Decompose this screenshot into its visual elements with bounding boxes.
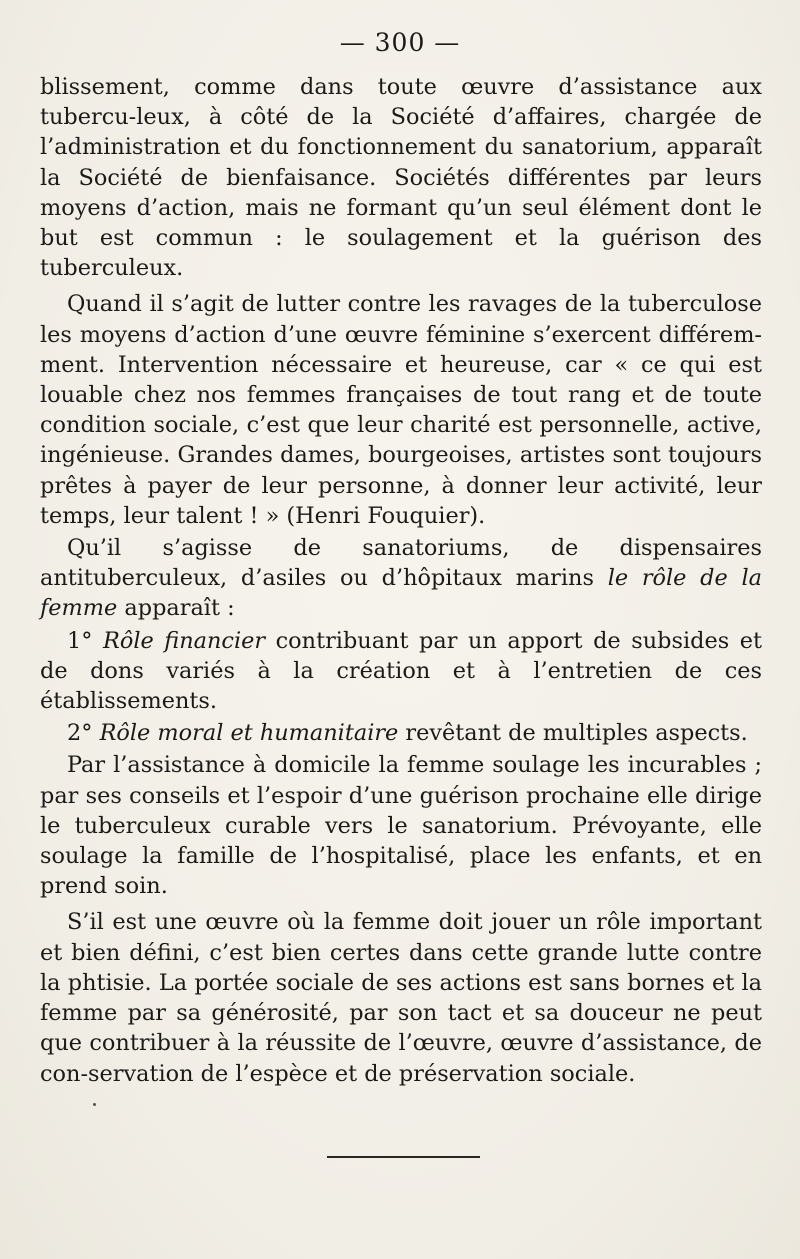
paragraph-home-assistance: Par l’assistance à domicile la femme soulage les incurables ; par ses conseils et l’espoir d’une guérison prochaine elle dirige le tuberculeux curable vers le sanatorium. Prévoyante, elle soulage la famille de l’hospitalisé, place les enfants, et en prend soin.: [40, 752, 762, 900]
print-speck: [93, 1103, 96, 1106]
italic-phrase: Rôle moral et humanitaire: [99, 720, 399, 747]
paragraph-moral-role: [40, 718, 762, 748]
footnote-rule: [327, 1156, 480, 1158]
list-number: 1°: [67, 627, 103, 654]
text-segment: Qu’il s’agisse de sanatoriums, de dispensaires antituberculeux, d’asiles ou d’hôpitaux marins: [40, 535, 762, 592]
italic-phrase: Rôle financier: [103, 627, 266, 654]
paragraph-role-of-woman: [40, 533, 762, 624]
italic-phrase: le rôle de la femme: [40, 565, 762, 622]
paragraph-continuation: blissement, comme dans toute œuvre d’assistance aux tubercu-leux, à côté de la Société d’affaires, chargée de l’administration et du fonctionnement du sanatorium, apparaît la Société de bienfaisance. Sociétés différentes par leurs moyens d’action, mais ne formant qu’un seul élément dont le but est commun : le soulagement et la guérison des tuberculeux.: [40, 74, 762, 282]
page-number: — 300 —: [339, 28, 461, 57]
text-segment: apparaît :: [117, 595, 235, 622]
paragraph-conclusion: S’il est une œuvre où la femme doit jouer un rôle important et bien défini, c’est bien certes dans cette grande lutte contre la phtisie. La portée sociale de ses actions est sans bornes et la femme par sa générosité, par son tact et sa douceur ne peut que contribuer à la réussite de l’œuvre, œuvre d’assistance, de con-servation de l’espèce et de préservation sociale.: [40, 909, 762, 1087]
page-body: [40, 72, 762, 1089]
text-segment: revêtant de multiples aspects.: [398, 720, 748, 747]
paragraph-financial-role: [40, 626, 762, 717]
paragraph-feminine-work: Quand il s’agit de lutter contre les ravages de la tuberculose les moyens d’action d’une œuvre féminine s’exercent différem-ment. Intervention nécessaire et heureuse, car « ce qui est louable chez nos femmes françaises de tout rang et de toute condition sociale, c’est que leur charité est personnelle, active, ingénieuse. Grandes dames, bourgeoises, artistes sont toujours prêtes à payer de leur personne, à donner leur activité, leur temps, leur talent ! » (Henri Fouquier).: [40, 291, 762, 529]
list-number: 2°: [67, 720, 100, 747]
text-segment: contribuant par un apport de subsides et de dons variés à la création et à l’entretien de ces établissements.: [40, 627, 763, 715]
